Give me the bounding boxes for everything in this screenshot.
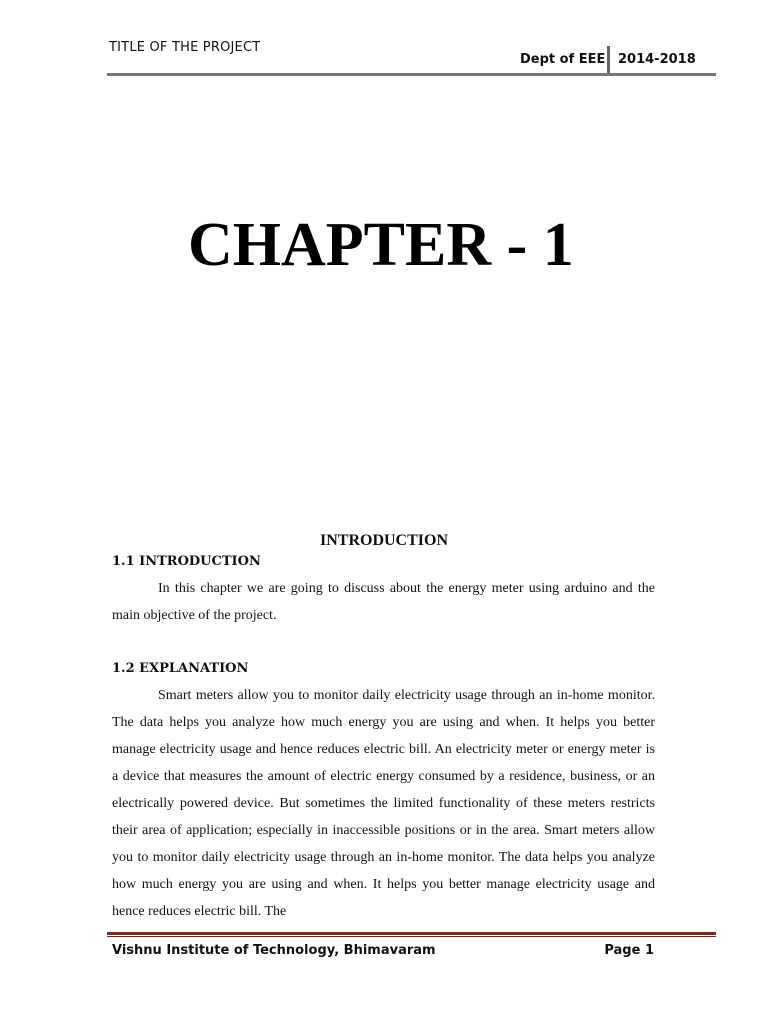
department-label: Dept of EEE <box>520 52 606 67</box>
project-title: TITLE OF THE PROJECT <box>109 40 261 55</box>
footer-rule-thin <box>107 936 716 937</box>
year-range: 2014-2018 <box>618 52 696 67</box>
chapter-title: CHAPTER - 1 <box>188 211 574 279</box>
institute-name: Vishnu Institute of Technology, Bhimavaram <box>112 943 436 958</box>
section-heading-explanation: 1.2 EXPLANATION <box>112 661 249 676</box>
header-separator <box>607 46 610 74</box>
section-paragraph-intro: In this chapter we are going to discuss about the energy meter using arduino and the main objective of the project. <box>112 581 655 623</box>
introduction-heading: INTRODUCTION <box>319 532 448 549</box>
footer-rule-thick <box>107 932 716 935</box>
page-number: Page 1 <box>604 943 654 958</box>
section-heading-intro: 1.1 INTRODUCTION <box>112 554 261 569</box>
header-rule <box>107 73 716 76</box>
section-paragraph-explanation: Smart meters allow you to monitor daily electricity usage through an in-home monitor. The data helps you analyze how much energy you are using and when. It helps you better manage electricity usage and hence reduces electric bill. An electricity meter or energy meter is a device that measures the amount of electric energy consumed by a residence, business, or an electrically powered device. But sometimes the limited functionality of these meters restricts their area of application; especially in inaccessible positions or in the area. Smart meters allow you to monitor daily electricity usage through an in-home monitor. The data helps you analyze how much energy you are using and when. It helps you better manage electricity usage and hence reduces electric bill. The <box>112 688 655 919</box>
